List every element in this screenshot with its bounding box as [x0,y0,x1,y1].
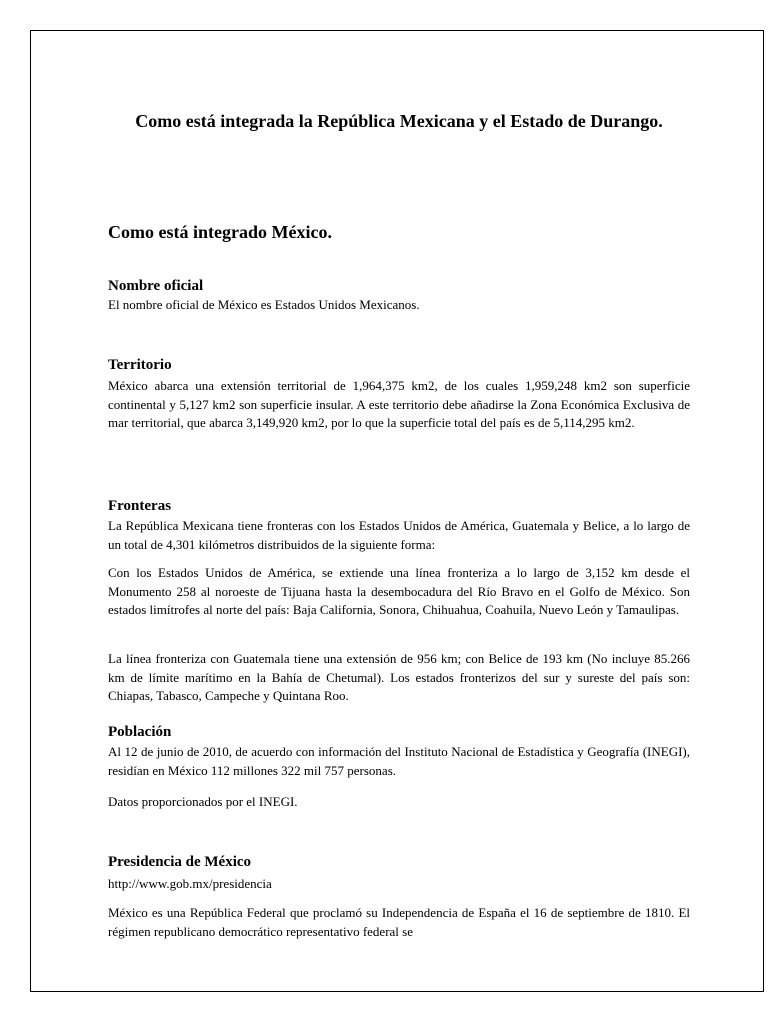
paragraph-fronteras-intro: La República Mexicana tiene fronteras con los Estados Unidos de América, Guatemala y Belice, a lo largo de un total de 4,301 kilómetros distribuidos de la siguiente forma: [108,518,690,552]
paragraph-nombre-oficial: El nombre oficial de México es Estados Unidos Mexicanos. [108,297,420,312]
presidencia-url: http://www.gob.mx/presidencia [108,876,272,891]
paragraph-presidencia: México es una República Federal que proclamó su Independencia de España el 16 de septiembre de 1810. El régimen republicano democrático representativo federal se [108,905,690,939]
heading-poblacion: Población [108,724,172,740]
paragraph-fronteras-eeuu: Con los Estados Unidos de América, se extiende una línea fronteriza a lo largo de 3,152 km desde el Monumento 258 al noroeste de Tijuana hasta la desembocadura del Río Bravo en el Golfo de México. Son estados limítrofes al norte del país: Baja California, Sonora, Chihuahua, Coahuila, Nuevo León y Tamaulipas. [108,565,690,617]
paragraph-poblacion: Al 12 de junio de 2010, de acuerdo con información del Instituto Nacional de Estadística y Geografía (INEGI), residían en México 112 millones 322 mil 757 personas. [108,744,690,778]
section-title-mexico: Como está integrado México. [108,222,332,242]
heading-territorio: Territorio [108,357,172,373]
document-title: Como está integrada la República Mexicana y el Estado de Durango. [135,111,663,131]
heading-fronteras: Fronteras [108,498,172,514]
document-content [108,109,690,939]
paragraph-fronteras-sur: La línea fronteriza con Guatemala tiene una extensión de 956 km; con Belice de 193 km (No incluye 85.266 km de límite marítimo en la Bahía de Chetumal). Los estados fronterizos del sur y sureste del país son: Chiapas, Tabasco, Campeche y Quintana Roo. [108,651,690,703]
heading-presidencia: Presidencia de México [108,854,252,870]
heading-nombre-oficial: Nombre oficial [108,278,204,294]
document-page [30,30,764,992]
paragraph-territorio: México abarca una extensión territorial de 1,964,375 km2, de los cuales 1,959,248 km2 son superficie continental y 5,127 km2 son superficie insular. A este territorio debe añadirse la Zona Económica Exclusiva de mar territorial, que abarca 3,149,920 km2, por lo que la superficie total del país es de 5,114,295 km2. [108,378,690,430]
paragraph-poblacion-fuente: Datos proporcionados por el INEGI. [108,794,298,809]
